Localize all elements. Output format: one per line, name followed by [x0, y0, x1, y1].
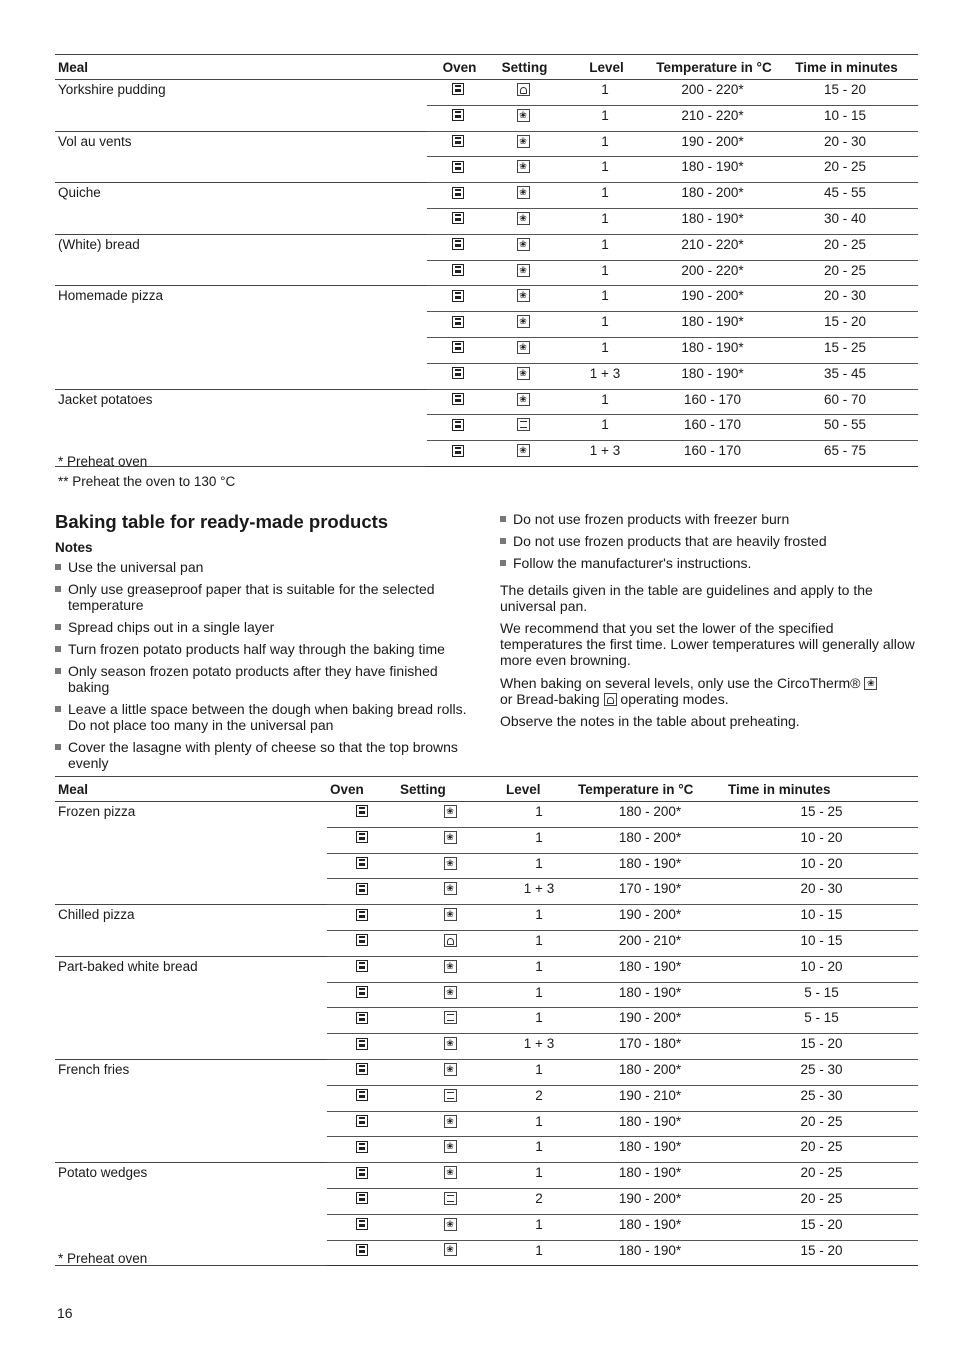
temperature-cell: 190 - 200* [575, 905, 725, 931]
oven-icon [452, 290, 464, 302]
oven-cell [427, 183, 489, 209]
circotherm-icon [864, 677, 877, 690]
level-cell: 1 [503, 1240, 575, 1266]
table-row [55, 802, 918, 828]
setting-cell [397, 982, 503, 1008]
notes-list-right [500, 511, 920, 577]
meal-name: Homemade pizza [55, 286, 427, 389]
oven-cell [427, 260, 489, 286]
circotherm-icon [444, 1115, 457, 1128]
setting-cell [397, 930, 503, 956]
list-item: Only season frozen potato products after they have finished baking [55, 663, 475, 695]
oven-icon [356, 1089, 368, 1101]
setting-cell [397, 1188, 503, 1214]
oven-cell [427, 234, 489, 260]
col-level: Level [557, 55, 653, 80]
oven-cell [327, 802, 397, 828]
col-oven: Oven [427, 55, 489, 80]
temperature-cell: 210 - 220* [653, 105, 772, 131]
col-time: Time in minutes [772, 55, 918, 80]
oven-cell [327, 905, 397, 931]
para3-part-a: When baking on several levels, only use the CircoTherm® [500, 675, 861, 691]
oven-cell [427, 105, 489, 131]
meal-name: Chilled pizza [55, 905, 327, 957]
level-cell: 1 [503, 827, 575, 853]
oven-cell [327, 879, 397, 905]
setting-cell [489, 260, 557, 286]
time-cell: 20 - 25 [772, 157, 918, 183]
bread-baking-icon [517, 83, 530, 96]
oven-icon [452, 109, 464, 121]
meal-name: Jacket potatoes [55, 389, 427, 466]
level-cell: 1 [503, 1008, 575, 1034]
oven-icon [356, 1063, 368, 1075]
temperature-cell: 210 - 220* [653, 234, 772, 260]
list-item: Follow the manufacturer's instructions. [500, 555, 920, 571]
oven-icon [356, 909, 368, 921]
level-cell: 1 [557, 415, 653, 441]
time-cell: 20 - 25 [725, 1111, 918, 1137]
setting-cell [397, 1085, 503, 1111]
temperature-cell: 180 - 190* [575, 1111, 725, 1137]
oven-cell [327, 1214, 397, 1240]
level-cell: 1 [557, 208, 653, 234]
time-cell: 65 - 75 [772, 441, 918, 467]
notes-label: Notes [55, 540, 93, 555]
oven-cell [327, 1111, 397, 1137]
top-bottom-heat-icon [444, 1011, 457, 1024]
time-cell: 30 - 40 [772, 208, 918, 234]
time-cell: 15 - 20 [725, 1214, 918, 1240]
setting-cell [397, 1214, 503, 1240]
circotherm-icon [444, 1063, 457, 1076]
level-cell: 1 [557, 389, 653, 415]
temperature-cell: 170 - 190* [575, 879, 725, 905]
setting-cell [397, 827, 503, 853]
temperature-cell: 190 - 200* [653, 131, 772, 157]
meal-name: Quiche [55, 183, 427, 235]
temperature-cell: 180 - 190* [575, 1137, 725, 1163]
table-row [55, 905, 918, 931]
oven-icon [356, 986, 368, 998]
level-cell: 1 [557, 286, 653, 312]
level-cell: 1 [503, 1111, 575, 1137]
oven-icon [356, 1192, 368, 1204]
time-cell: 10 - 20 [725, 827, 918, 853]
circotherm-icon [444, 1166, 457, 1179]
time-cell: 20 - 25 [725, 1163, 918, 1189]
circotherm-icon [517, 109, 530, 122]
oven-cell [427, 389, 489, 415]
top-bottom-heat-icon [444, 1089, 457, 1102]
circotherm-icon [444, 1218, 457, 1231]
temperature-cell: 170 - 180* [575, 1034, 725, 1060]
time-cell: 20 - 25 [725, 1137, 918, 1163]
oven-cell [327, 1008, 397, 1034]
oven-cell [427, 363, 489, 389]
oven-cell [427, 208, 489, 234]
circotherm-icon [444, 831, 457, 844]
circotherm-icon [517, 212, 530, 225]
oven-icon [452, 238, 464, 250]
oven-icon [356, 831, 368, 843]
setting-cell [489, 415, 557, 441]
oven-icon [452, 161, 464, 173]
section-title: Baking table for ready-made products [55, 511, 389, 532]
time-cell: 10 - 15 [725, 930, 918, 956]
oven-icon [452, 264, 464, 276]
circotherm-icon [444, 805, 457, 818]
col-setting: Setting [397, 777, 503, 802]
setting-cell [489, 183, 557, 209]
list-item: Leave a little space between the dough when baking bread rolls. Do not place too many in the universal pan [55, 701, 475, 733]
oven-icon [356, 857, 368, 869]
setting-cell [489, 131, 557, 157]
circotherm-icon [517, 238, 530, 251]
col-temperature: Temperature in °C [575, 777, 725, 802]
temperature-cell: 200 - 210* [575, 930, 725, 956]
table-row [55, 1163, 918, 1189]
time-cell: 10 - 15 [725, 905, 918, 931]
circotherm-icon [517, 160, 530, 173]
temperature-cell: 190 - 210* [575, 1085, 725, 1111]
table-row [55, 131, 918, 157]
oven-icon [452, 393, 464, 405]
oven-cell [427, 131, 489, 157]
level-cell: 1 [557, 105, 653, 131]
circotherm-icon [444, 1140, 457, 1153]
bread-baking-icon [604, 693, 617, 706]
level-cell: 1 [503, 956, 575, 982]
col-meal: Meal [55, 777, 327, 802]
temperature-cell: 180 - 190* [653, 312, 772, 338]
level-cell: 1 + 3 [557, 441, 653, 467]
level-cell: 1 [557, 312, 653, 338]
setting-cell [489, 286, 557, 312]
setting-cell [397, 956, 503, 982]
time-cell: 15 - 20 [725, 1240, 918, 1266]
oven-icon [452, 83, 464, 95]
time-cell: 15 - 20 [772, 80, 918, 106]
temperature-cell: 190 - 200* [575, 1008, 725, 1034]
time-cell: 20 - 30 [725, 879, 918, 905]
paragraph-several-levels [500, 675, 915, 707]
page-number: 16 [57, 1305, 73, 1321]
oven-cell [427, 80, 489, 106]
setting-cell [397, 1111, 503, 1137]
level-cell: 1 [503, 982, 575, 1008]
circotherm-icon [517, 341, 530, 354]
level-cell: 1 [557, 80, 653, 106]
oven-cell [327, 956, 397, 982]
oven-cell [327, 982, 397, 1008]
level-cell: 2 [503, 1188, 575, 1214]
table-header [55, 777, 918, 802]
oven-cell [327, 1163, 397, 1189]
temperature-cell: 180 - 190* [575, 1163, 725, 1189]
footnote-preheat: * Preheat oven [58, 454, 148, 469]
col-time: Time in minutes [725, 777, 918, 802]
oven-cell [327, 1059, 397, 1085]
level-cell: 1 + 3 [503, 1034, 575, 1060]
meal-name: French fries [55, 1059, 327, 1162]
time-cell: 20 - 25 [772, 260, 918, 286]
oven-cell [327, 1085, 397, 1111]
oven-icon [452, 445, 464, 457]
setting-cell [489, 157, 557, 183]
setting-cell [397, 1059, 503, 1085]
setting-cell [489, 337, 557, 363]
setting-cell [397, 905, 503, 931]
level-cell: 1 [557, 337, 653, 363]
temperature-cell: 180 - 190* [653, 337, 772, 363]
list-item: Spread chips out in a single layer [55, 619, 475, 635]
time-cell: 20 - 30 [772, 286, 918, 312]
circotherm-icon [444, 986, 457, 999]
setting-cell [489, 234, 557, 260]
setting-cell [397, 1008, 503, 1034]
setting-cell [489, 389, 557, 415]
temperature-cell: 180 - 190* [653, 363, 772, 389]
level-cell: 1 [557, 157, 653, 183]
top-bottom-heat-icon [444, 1192, 457, 1205]
setting-cell [397, 1240, 503, 1266]
table-row [55, 80, 918, 106]
oven-icon [356, 1218, 368, 1230]
level-cell: 1 + 3 [557, 363, 653, 389]
col-setting: Setting [489, 55, 557, 80]
temperature-cell: 160 - 170 [653, 415, 772, 441]
setting-cell [397, 1163, 503, 1189]
oven-icon [356, 960, 368, 972]
setting-cell [397, 853, 503, 879]
para3-part-b: or Bread-baking [500, 691, 600, 707]
time-cell: 5 - 15 [725, 982, 918, 1008]
paragraph-guidelines: The details given in the table are guidelines and apply to the universal pan. [500, 582, 873, 614]
oven-icon [452, 367, 464, 379]
temperature-cell: 180 - 200* [575, 1059, 725, 1085]
temperature-cell: 180 - 200* [575, 827, 725, 853]
time-cell: 15 - 25 [725, 802, 918, 828]
time-cell: 45 - 55 [772, 183, 918, 209]
time-cell: 25 - 30 [725, 1059, 918, 1085]
oven-cell [327, 853, 397, 879]
time-cell: 15 - 25 [772, 337, 918, 363]
temperature-cell: 160 - 170 [653, 389, 772, 415]
cooking-table-1 [55, 54, 918, 467]
time-cell: 10 - 15 [772, 105, 918, 131]
circotherm-icon [444, 1243, 457, 1256]
temperature-cell: 180 - 190* [653, 157, 772, 183]
oven-icon [356, 1141, 368, 1153]
setting-cell [489, 363, 557, 389]
oven-icon [356, 934, 368, 946]
list-item: Do not use frozen products that are heavily frosted [500, 533, 920, 549]
level-cell: 1 + 3 [503, 879, 575, 905]
list-item: Do not use frozen products with freezer burn [500, 511, 920, 527]
setting-cell [489, 80, 557, 106]
time-cell: 35 - 45 [772, 363, 918, 389]
col-temperature: Temperature in °C [653, 55, 772, 80]
setting-cell [489, 105, 557, 131]
table-header [55, 55, 918, 80]
table-row [55, 286, 918, 312]
list-item: Only use greaseproof paper that is suitable for the selected temperature [55, 581, 475, 613]
circotherm-icon [517, 186, 530, 199]
level-cell: 1 [557, 234, 653, 260]
meal-name: Potato wedges [55, 1163, 327, 1266]
setting-cell [489, 312, 557, 338]
setting-cell [397, 802, 503, 828]
cooking-table-2 [55, 776, 918, 1266]
time-cell: 10 - 20 [725, 853, 918, 879]
circotherm-icon [517, 135, 530, 148]
setting-cell [397, 1034, 503, 1060]
time-cell: 15 - 20 [772, 312, 918, 338]
oven-icon [356, 1115, 368, 1127]
circotherm-icon [517, 315, 530, 328]
oven-icon [356, 1167, 368, 1179]
setting-cell [489, 441, 557, 467]
col-level: Level [503, 777, 575, 802]
time-cell: 25 - 30 [725, 1085, 918, 1111]
oven-cell [327, 1137, 397, 1163]
oven-cell [327, 930, 397, 956]
time-cell: 5 - 15 [725, 1008, 918, 1034]
oven-icon [356, 1012, 368, 1024]
top-bottom-heat-icon [517, 418, 530, 431]
oven-cell [427, 415, 489, 441]
list-item: Use the universal pan [55, 559, 475, 575]
oven-icon [452, 212, 464, 224]
level-cell: 2 [503, 1085, 575, 1111]
paragraph-recommend: We recommend that you set the lower of the specified temperatures the first time. Lower temperatures will generally allow more even browning. [500, 620, 915, 668]
time-cell: 20 - 25 [725, 1188, 918, 1214]
oven-icon [356, 883, 368, 895]
setting-cell [489, 208, 557, 234]
time-cell: 20 - 30 [772, 131, 918, 157]
level-cell: 1 [503, 802, 575, 828]
temperature-cell: 180 - 190* [575, 982, 725, 1008]
temperature-cell: 200 - 220* [653, 260, 772, 286]
meal-name: (White) bread [55, 234, 427, 286]
table-row [55, 234, 918, 260]
level-cell: 1 [557, 131, 653, 157]
oven-icon [452, 316, 464, 328]
list-item: Cover the lasagne with plenty of cheese so that the top browns evenly [55, 739, 475, 771]
temperature-cell: 180 - 200* [575, 802, 725, 828]
temperature-cell: 180 - 190* [575, 1214, 725, 1240]
level-cell: 1 [503, 930, 575, 956]
bread-baking-icon [444, 934, 457, 947]
time-cell: 15 - 20 [725, 1034, 918, 1060]
time-cell: 20 - 25 [772, 234, 918, 260]
level-cell: 1 [503, 1214, 575, 1240]
oven-cell [427, 157, 489, 183]
level-cell: 1 [557, 183, 653, 209]
oven-cell [427, 286, 489, 312]
col-meal: Meal [55, 55, 427, 80]
oven-icon [452, 187, 464, 199]
footnote-table2: * Preheat oven [58, 1251, 148, 1266]
circotherm-icon [444, 882, 457, 895]
oven-icon [356, 1244, 368, 1256]
circotherm-icon [517, 289, 530, 302]
temperature-cell: 190 - 200* [575, 1188, 725, 1214]
level-cell: 1 [503, 1163, 575, 1189]
level-cell: 1 [503, 905, 575, 931]
time-cell: 60 - 70 [772, 389, 918, 415]
table-row [55, 956, 918, 982]
temperature-cell: 180 - 190* [575, 1240, 725, 1266]
circotherm-icon [517, 444, 530, 457]
level-cell: 1 [503, 1137, 575, 1163]
oven-cell [327, 827, 397, 853]
temperature-cell: 180 - 190* [575, 853, 725, 879]
setting-cell [397, 879, 503, 905]
oven-icon [356, 805, 368, 817]
list-item: Turn frozen potato products half way through the baking time [55, 641, 475, 657]
temperature-cell: 180 - 190* [653, 208, 772, 234]
level-cell: 1 [503, 853, 575, 879]
meal-name: Frozen pizza [55, 802, 327, 905]
table-row [55, 1059, 918, 1085]
temperature-cell: 190 - 200* [653, 286, 772, 312]
circotherm-icon [444, 857, 457, 870]
oven-icon [452, 419, 464, 431]
circotherm-icon [517, 393, 530, 406]
circotherm-icon [444, 960, 457, 973]
col-oven: Oven [327, 777, 397, 802]
circotherm-icon [444, 1037, 457, 1050]
oven-cell [327, 1034, 397, 1060]
meal-name: Part-baked white bread [55, 956, 327, 1059]
temperature-cell: 160 - 170 [653, 441, 772, 467]
temperature-cell: 180 - 200* [653, 183, 772, 209]
table-row [55, 183, 918, 209]
meal-name: Yorkshire pudding [55, 80, 427, 132]
circotherm-icon [517, 367, 530, 380]
circotherm-icon [517, 264, 530, 277]
level-cell: 1 [557, 260, 653, 286]
oven-icon [452, 341, 464, 353]
paragraph-preheating: Observe the notes in the table about preheating. [500, 713, 800, 729]
oven-cell [427, 441, 489, 467]
table-row [55, 389, 918, 415]
setting-cell [397, 1137, 503, 1163]
oven-icon [452, 135, 464, 147]
circotherm-icon [444, 908, 457, 921]
time-cell: 10 - 20 [725, 956, 918, 982]
time-cell: 50 - 55 [772, 415, 918, 441]
oven-cell [327, 1188, 397, 1214]
level-cell: 1 [503, 1059, 575, 1085]
footnote-preheat-130: ** Preheat the oven to 130 °C [58, 474, 236, 489]
temperature-cell: 200 - 220* [653, 80, 772, 106]
meal-name: Vol au vents [55, 131, 427, 183]
oven-icon [356, 1038, 368, 1050]
oven-cell [427, 337, 489, 363]
oven-cell [327, 1240, 397, 1266]
para3-part-c: operating modes. [620, 691, 729, 707]
temperature-cell: 180 - 190* [575, 956, 725, 982]
oven-cell [427, 312, 489, 338]
notes-list-left [55, 559, 475, 777]
